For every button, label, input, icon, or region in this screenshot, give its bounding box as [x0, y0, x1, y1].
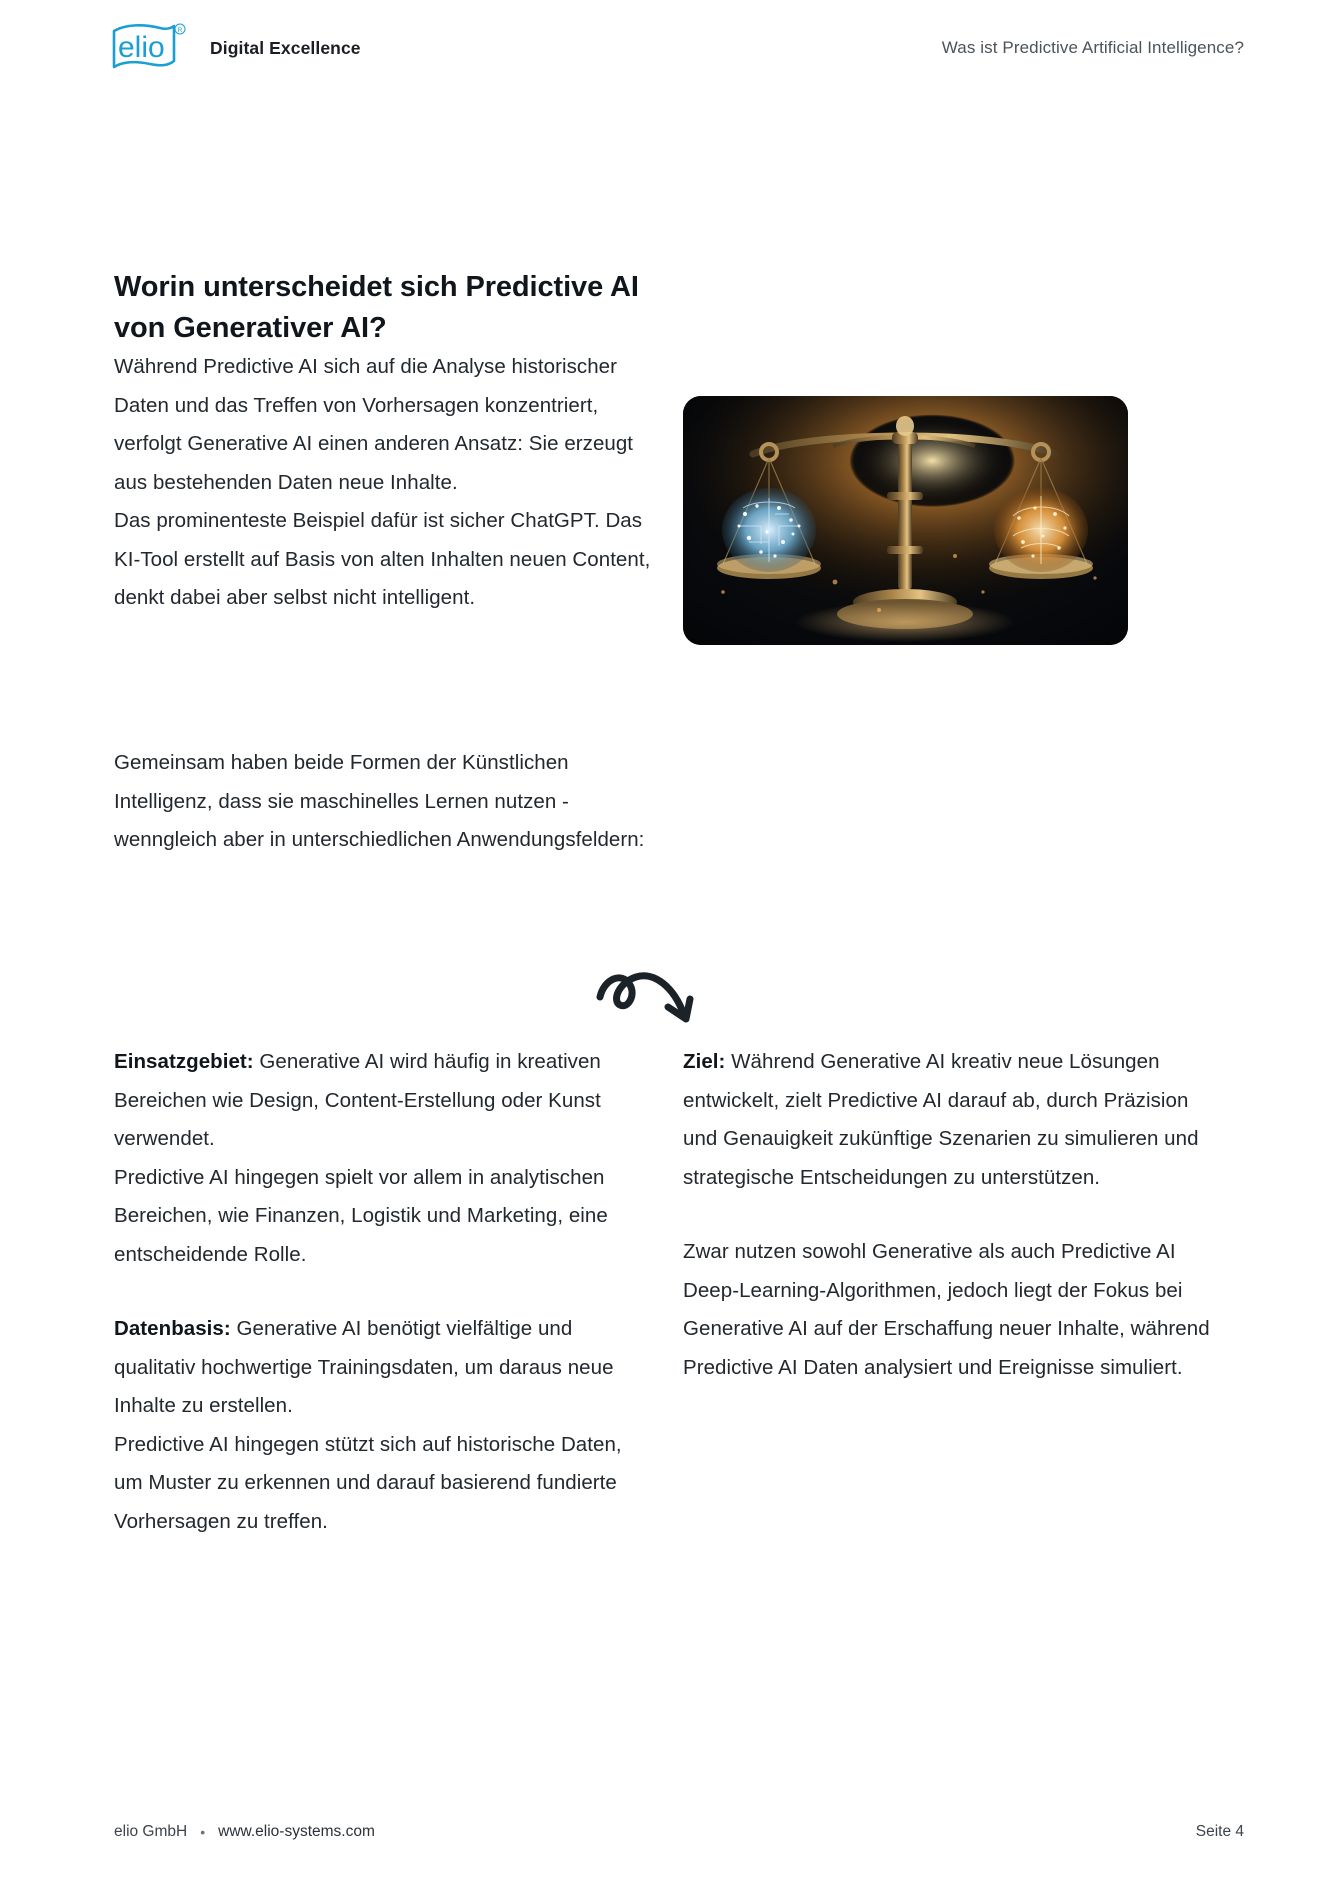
- point-text-secondary: Predictive AI hingegen stützt sich auf historische Daten, um Muster zu erkennen und darauf basierend fundierte Vorhersagen zu treffen.: [114, 1432, 622, 1533]
- footer-company: elio GmbH: [114, 1823, 188, 1840]
- page-header: [0, 0, 1340, 96]
- section-heading: Worin unterscheidet sich Predictive AI von Generativer AI?: [114, 271, 639, 345]
- hero-image-scales-brains: [683, 396, 1128, 645]
- point-lead-label: Ziel:: [683, 1050, 726, 1073]
- point-lead-label: Einsatzgebiet:: [114, 1050, 254, 1073]
- point-text: Zwar nutzen sowohl Generative als auch Predictive AI Deep-Learning-Algorithmen, jedoch liegt der Fokus bei Generative AI auf der Erschaffung neuer Inhalte, während Predictive AI Daten analysiert und Ereignisse simuliert.: [683, 1240, 1210, 1379]
- brand-lockup: [104, 21, 361, 75]
- svg-text:elio: elio: [118, 31, 165, 64]
- footer-separator: •: [200, 1824, 206, 1840]
- point-paragraph: [683, 1043, 1228, 1197]
- point-deep-learning: [683, 1233, 1228, 1387]
- intro-paragraph-2: Das prominenteste Beispiel dafür ist sicher ChatGPT. Das KI-Tool erstellt auf Basis von alten Inhalten neuen Content, denkt dabei aber selbst nicht intelligent.: [114, 509, 651, 609]
- point-ziel: [683, 1043, 1228, 1197]
- footer-left-group: [114, 1823, 375, 1841]
- comparison-column-left: [114, 1043, 654, 1541]
- svg-text:R: R: [177, 27, 183, 34]
- point-einsatzgebiet: [114, 1043, 654, 1274]
- point-paragraph: [114, 1310, 654, 1426]
- curved-arrow-icon: [596, 957, 706, 1037]
- point-text-secondary: Predictive AI hingegen spielt vor allem in analytischen Bereichen, wie Finanzen, Logistik und Marketing, eine entscheidende Rolle.: [114, 1165, 608, 1266]
- elio-logo-icon: [104, 21, 188, 75]
- point-lead-label: Datenbasis:: [114, 1317, 231, 1340]
- point-text: Generative AI benötigt vielfältige und qualitativ hochwertige Trainingsdaten, um daraus neue Inhalte zu erstellen.: [114, 1317, 614, 1417]
- brand-tagline: Digital Excellence: [210, 37, 361, 58]
- footer-page-number: Seite 4: [1195, 1823, 1244, 1840]
- point-datenbasis: [114, 1310, 654, 1541]
- point-text: Generative AI wird häufig in kreativen Bereichen wie Design, Content-Erstellung oder Kunst verwendet.: [114, 1050, 601, 1150]
- intro-column-lower: [114, 744, 659, 860]
- footer-website-link[interactable]: www.elio-systems.com: [218, 1823, 375, 1840]
- point-paragraph: [114, 1043, 654, 1159]
- intro-paragraph-3: Gemeinsam haben beide Formen der Künstlichen Intelligenz, dass sie maschinelles Lernen nutzen - wenngleich aber in unterschiedlichen Anwendungsfeldern:: [114, 751, 645, 851]
- point-text: Während Generative AI kreativ neue Lösungen entwickelt, zielt Predictive AI darauf ab, durch Präzision und Genauigkeit zukünftige Szenarien zu simulieren und strategische Entscheidungen zu unterstützen.: [683, 1050, 1199, 1189]
- page-footer: [0, 1799, 1340, 1895]
- header-document-title: Was ist Predictive Artificial Intelligence?: [941, 38, 1244, 57]
- intro-column-upper: [114, 348, 659, 618]
- comparison-column-right: [683, 1043, 1228, 1387]
- intro-paragraph-1: Während Predictive AI sich auf die Analyse historischer Daten und das Treffen von Vorhersagen konzentriert, verfolgt Generative AI einen anderen Ansatz: Sie erzeugt aus bestehenden Daten neue Inhalte.: [114, 355, 634, 494]
